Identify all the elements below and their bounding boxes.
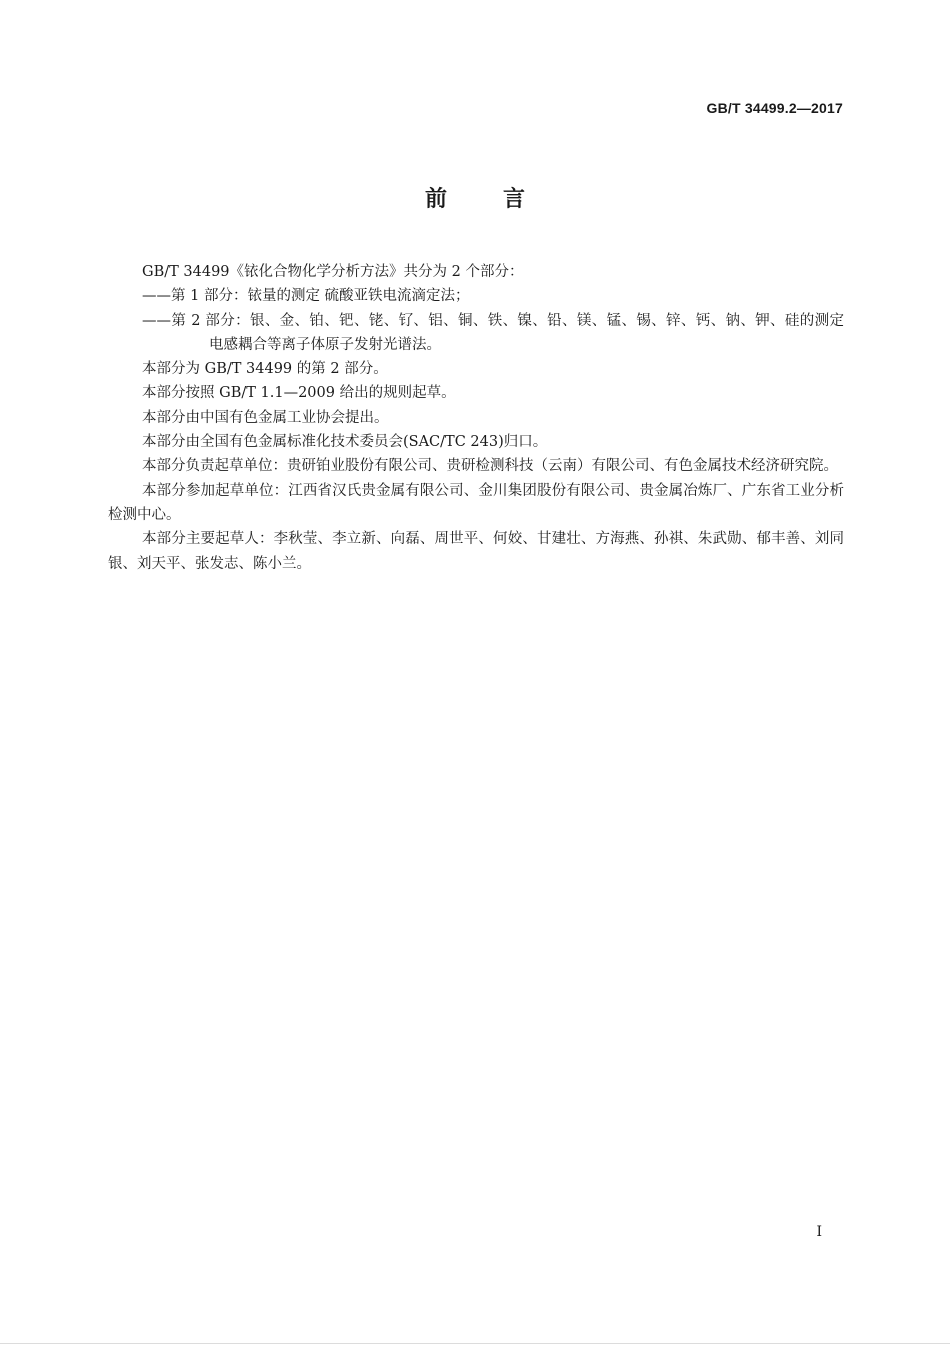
part-item-2: ——第 2 部分：银、金、铂、钯、铑、钌、铝、铜、铁、镍、铅、镁、锰、锡、锌、钙、钠、钾、硅的测定 电感耦合等离子体原子发射光谱法。: [142, 312, 844, 353]
paragraph-drafters: 本部分主要起草人：李秋莹、李立新、向磊、周世平、何姣、甘建壮、方海燕、孙祺、朱武勋、郁丰善、刘同银、刘天平、张发志、陈小兰。: [108, 531, 844, 572]
page-number: I: [816, 1224, 822, 1240]
title-char-1: 前: [424, 187, 447, 212]
paragraph-responsible-units: 本部分负责起草单位：贵研铂业股份有限公司、贵研检测科技（云南）有限公司、有色金属技术经济研究院。: [142, 458, 838, 475]
part-item-1: ——第 1 部分：铱量的测定 硫酸亚铁电流滴定法；: [142, 288, 470, 305]
paragraph-part-number: 本部分为 GB/T 34499 的第 2 部分。: [142, 361, 388, 378]
paragraph-participating-units: 本部分参加起草单位：江西省汉氏贵金属有限公司、金川集团股份有限公司、贵金属冶炼厂、广东省工业分析检测中心。: [108, 482, 844, 523]
standard-code: GB/T 34499.2—2017: [706, 100, 843, 116]
paragraph-proposer: 本部分由中国有色金属工业协会提出。: [142, 409, 389, 426]
page-title: [0, 182, 950, 213]
intro-paragraph: GB/T 34499《铱化合物化学分析方法》共分为 2 个部分：: [142, 264, 524, 280]
page-bottom-divider: [0, 1343, 950, 1344]
paragraph-technical-committee: 本部分由全国有色金属标准化技术委员会(SAC/TC 243)归口。: [142, 434, 548, 451]
title-char-2: 言: [503, 187, 526, 212]
paragraph-drafting-rules: 本部分按照 GB/T 1.1—2009 给出的规则起草。: [142, 385, 456, 402]
foreword-body: [108, 260, 844, 576]
